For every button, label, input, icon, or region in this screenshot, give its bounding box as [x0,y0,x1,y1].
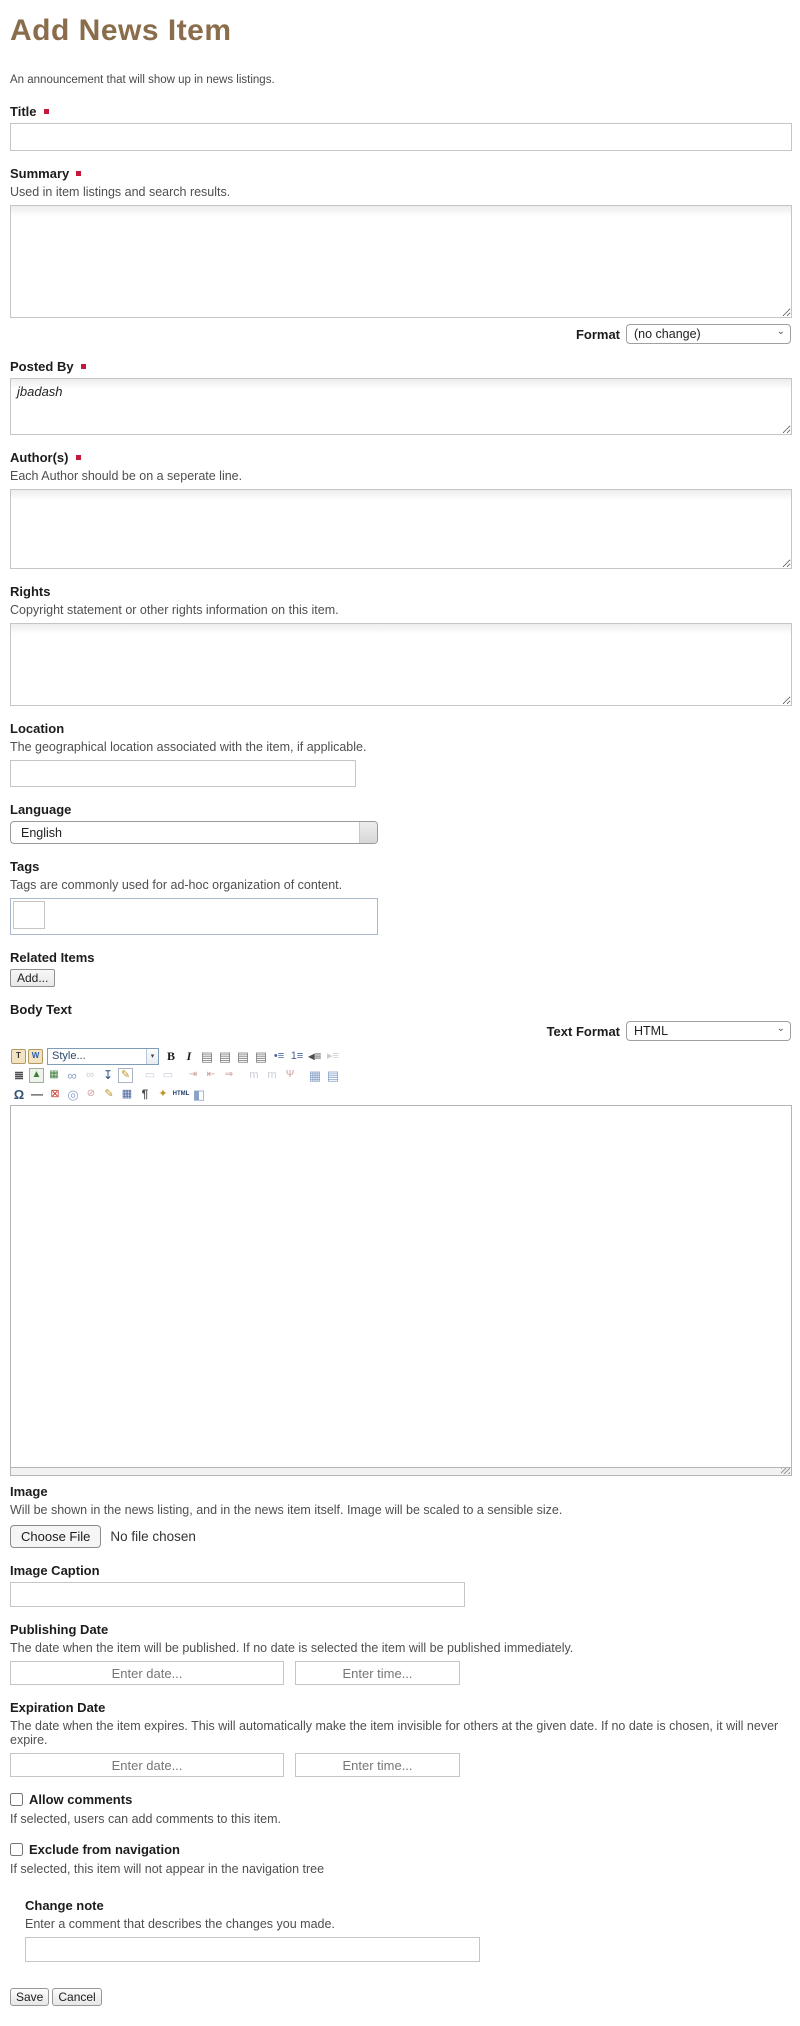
authors-label: Author(s) [10,450,791,465]
insert-table-grid-icon[interactable]: ▦ [121,1087,133,1100]
field-publishing-date [10,1622,791,1685]
expiration-time-input[interactable] [295,1753,460,1777]
editor-statusbar [10,1468,792,1476]
related-items-label: Related Items [10,950,95,965]
insert-col-after-icon[interactable]: m [267,1068,277,1081]
paste-from-word-icon[interactable]: W [28,1049,43,1064]
change-note-input[interactable] [25,1937,480,1962]
tags-label: Tags [10,859,40,874]
location-label: Location [10,721,65,736]
language-select[interactable] [10,821,378,844]
chevron-down-icon: ▾ [146,1049,158,1064]
insert-table-icon[interactable]: ▦ [308,1067,322,1083]
align-left-icon[interactable]: ▤ [200,1048,214,1064]
chevron-down-icon: ⌄ [776,326,785,337]
special-character-icon[interactable]: Ω [13,1086,25,1102]
required-icon [44,109,49,114]
language-label: Language [10,802,72,817]
rights-help: Copyright statement or other rights information on this item. [10,603,339,617]
numbered-list-icon[interactable]: 1≡ [290,1049,304,1062]
posted-by-textarea[interactable] [10,378,792,435]
link-icon[interactable]: ∞ [67,1067,77,1083]
exclude-navigation-label: Exclude from navigation [29,1842,180,1857]
insert-row-after-icon[interactable]: ⇤ [206,1069,216,1080]
preview-icon[interactable]: ◎ [67,1086,79,1102]
body-text-label: Body Text [10,1002,72,1017]
table-cell-props-icon[interactable]: ▭ [162,1068,174,1081]
blockquote-icon[interactable]: ≣ [13,1068,25,1082]
anchor-icon[interactable]: ↧ [102,1068,114,1082]
insert-image-icon[interactable]: ▲ [29,1068,44,1083]
bullet-list-icon[interactable]: •≡ [273,1049,285,1062]
fullscreen-icon[interactable]: ◧ [192,1086,206,1102]
bold-icon[interactable]: B [166,1049,175,1063]
field-title [10,104,791,151]
tags-help: Tags are commonly used for ad-hoc organization of content. [10,878,343,892]
visual-characters-icon[interactable]: ¶ [141,1087,149,1101]
required-icon [76,171,81,176]
exclude-navigation-checkbox[interactable] [10,1843,23,1856]
dropdown-cap-icon [359,822,377,843]
align-right-icon[interactable]: ▤ [236,1048,250,1064]
insert-media-icon[interactable]: ▦ [49,1069,59,1080]
allow-comments-help: If selected, users can add comments to this item. [10,1812,281,1826]
required-icon [81,364,86,369]
text-format-label: Text Format [546,1023,620,1039]
expiration-date-help: The date when the item expires. This will automatically make the item invisible for others at the given date. If no date is chosen, it will never expire. [10,1719,779,1747]
title-label: Title [10,104,791,119]
summary-label: Summary [10,166,791,181]
cleanup-icon[interactable]: ✦ [158,1087,168,1100]
insert-row-before-icon[interactable]: ⇥ [188,1069,198,1080]
field-change-note [25,1898,791,1962]
remove-format-icon[interactable]: ⊘ [86,1088,96,1099]
delete-col-icon[interactable]: Ψ [285,1069,295,1080]
authors-textarea[interactable] [10,489,792,569]
editor-toolbar [10,1047,791,1103]
expiration-date-label: Expiration Date [10,1700,106,1715]
table-props-icon[interactable]: ▤ [326,1067,340,1083]
toolbar-row-3 [10,1085,791,1103]
style-props-icon[interactable]: ✎ [104,1087,114,1100]
toolbar-row-2 [10,1066,791,1084]
image-caption-input[interactable] [10,1582,465,1607]
save-button[interactable]: Save [10,1988,49,2006]
toolbar-row-1 [10,1047,791,1065]
field-rights [10,584,791,706]
unlink-icon[interactable]: ∞ [86,1068,94,1081]
choose-file-button[interactable]: Choose File [10,1525,101,1548]
body-text-editor[interactable] [10,1105,792,1468]
page-break-icon[interactable]: ⊠ [50,1087,60,1100]
summary-help: Used in item listings and search results. [10,185,231,199]
field-related-items [10,950,791,987]
align-justify-icon[interactable]: ▤ [254,1048,268,1064]
field-location [10,721,791,787]
italic-icon[interactable]: I [186,1049,192,1063]
align-center-icon[interactable]: ▤ [218,1048,232,1064]
horizontal-rule-icon[interactable]: — [31,1087,43,1101]
file-status: No file chosen [110,1529,196,1544]
field-image-caption [10,1563,791,1607]
text-format-select[interactable] [626,1021,791,1041]
delete-row-icon[interactable]: ⇒ [224,1069,234,1080]
change-note-help: Enter a comment that describes the changes you made. [25,1917,335,1931]
authors-help: Each Author should be on a seperate line. [10,469,243,483]
style-select[interactable] [47,1048,159,1065]
publishing-date-input[interactable] [10,1661,284,1685]
html-source-icon[interactable]: HTML [172,1091,190,1097]
field-exclude-navigation [10,1842,791,1876]
rights-textarea[interactable] [10,623,792,706]
style-select-value: Style... [52,1050,86,1062]
page-description: An announcement that will show up in news listings. [10,74,275,86]
field-tags [10,859,791,935]
field-authors [10,450,791,569]
language-selected-value: English [21,825,62,840]
summary-format-select[interactable] [626,324,791,344]
insert-col-before-icon[interactable]: m [249,1068,259,1081]
cancel-button[interactable]: Cancel [52,1988,101,2006]
field-summary [10,166,791,344]
form-actions [10,1988,791,2006]
tags-input[interactable] [13,901,45,929]
field-allow-comments [10,1792,791,1826]
summary-format-label: Format [575,326,620,342]
publishing-date-help: The date when the item will be published. If no date is selected the item will be published immediately. [10,1641,574,1655]
publishing-time-input[interactable] [295,1661,460,1685]
rights-label: Rights [10,584,51,599]
field-language [10,802,791,844]
resize-grip-icon[interactable] [781,1468,790,1474]
table-row-props-icon[interactable]: ▭ [144,1068,156,1081]
exclude-navigation-help: If selected, this item will not appear in the navigation tree [10,1862,325,1876]
page-title: Add News Item [10,14,232,47]
related-items-add-button[interactable]: Add... [10,969,55,987]
location-help: The geographical location associated with the item, if applicable. [10,740,367,754]
publishing-date-label: Publishing Date [10,1622,109,1637]
field-expiration-date [10,1700,791,1777]
summary-textarea[interactable] [10,205,792,318]
image-help: Will be shown in the news listing, and in the news item itself. Image will be scaled to a sensible size. [10,1503,563,1517]
posted-by-label: Posted By [10,359,791,374]
field-image [10,1484,791,1548]
paste-as-text-icon[interactable]: T [11,1049,26,1064]
expiration-date-input[interactable] [10,1753,284,1777]
chevron-down-icon: ⌄ [776,1023,785,1034]
allow-comments-label: Allow comments [29,1792,133,1807]
outdent-icon[interactable]: ◂≡ [308,1049,322,1063]
image-caption-label: Image Caption [10,1563,100,1578]
allow-comments-checkbox[interactable] [10,1793,23,1806]
indent-icon[interactable]: ▸≡ [327,1049,339,1062]
tags-widget[interactable] [10,898,378,935]
title-input[interactable] [10,123,792,151]
location-input[interactable] [10,760,356,787]
field-posted-by [10,359,791,435]
required-icon [76,455,81,460]
edit-element-icon[interactable]: ✎ [118,1068,133,1083]
change-note-label: Change note [25,1898,104,1913]
field-body-text [10,1002,791,1476]
image-label: Image [10,1484,48,1499]
